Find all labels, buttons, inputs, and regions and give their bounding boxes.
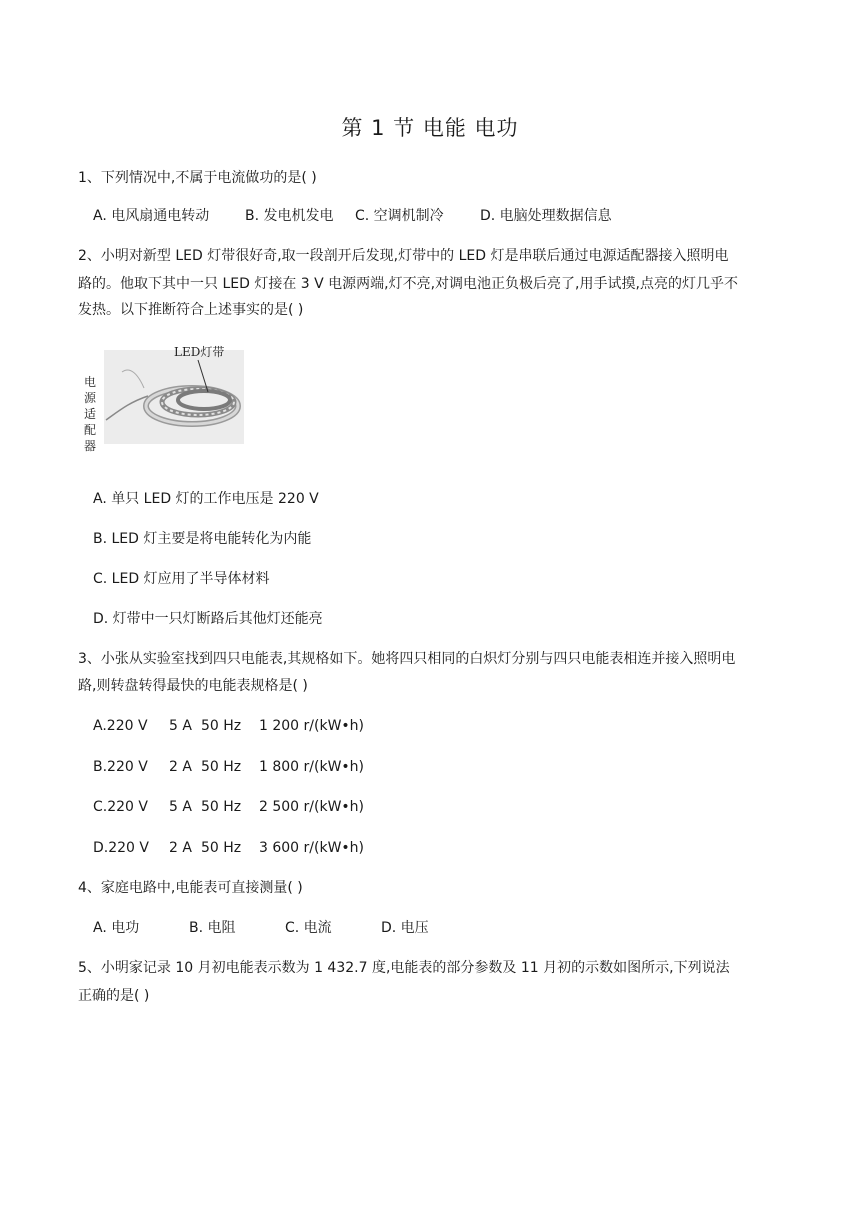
photo-background (104, 350, 244, 444)
q1-option-a: A. 电风扇通电转动 (93, 208, 210, 224)
q1-option-c: C. 空调机制冷 (355, 208, 444, 224)
meter-voltage: C.220 V (93, 799, 148, 815)
q2-option-a: A. 单只 LED 灯的工作电压是 220 V (93, 491, 319, 507)
q3-stem-line-2: 路,则转盘转得最快的电能表规格是( ) (78, 678, 308, 694)
adapter-label-char-3: 适 (84, 407, 97, 421)
q2-stem-line-2: 路的。他取下其中一只 LED 灯接在 3 V 电源两端,灯不亮,对调电池正负极后亮了,用手试摸,点亮的灯几乎不 (78, 276, 738, 292)
meter-voltage: A.220 V (93, 718, 148, 734)
q4-option-c: C. 电流 (285, 920, 332, 936)
section-title: 第 1 节 电能 电功 (341, 116, 519, 140)
q5-stem-line-2: 正确的是( ) (78, 988, 150, 1004)
adapter-label-char-1: 电 (84, 375, 97, 389)
meter-revolutions: 3 600 r/(kW•h) (259, 840, 365, 856)
meter-voltage: D.220 V (93, 840, 149, 856)
q2-option-b: B. LED 灯主要是将电能转化为内能 (93, 531, 312, 547)
led-strip-figure (80, 340, 246, 462)
meter-frequency: 50 Hz (201, 840, 242, 856)
q4-option-a: A. 电功 (93, 920, 140, 936)
meter-revolutions: 2 500 r/(kW•h) (259, 799, 365, 815)
q3-stem-line-1: 3、小张从实验室找到四只电能表,其规格如下。她将四只相同的白炽灯分别与四只电能表相连并接入照明电 (78, 651, 736, 667)
q4-option-b: B. 电阻 (189, 920, 236, 936)
q2-option-c: C. LED 灯应用了半导体材料 (93, 571, 270, 587)
q2-stem-line-1: 2、小明对新型 LED 灯带很好奇,取一段剖开后发现,灯带中的 LED 灯是串联后通过电源适配器接入照明电 (78, 248, 729, 264)
q1-options (93, 206, 612, 226)
adapter-label-char-5: 器 (84, 439, 97, 453)
meter-current: 2 A (169, 840, 192, 856)
meter-frequency: 50 Hz (201, 759, 242, 775)
meter-frequency: 50 Hz (201, 799, 242, 815)
led-strip-label: LED灯带 (174, 345, 225, 359)
q5-stem-line-1: 5、小明家记录 10 月初电能表示数为 1 432.7 度,电能表的部分参数及 11 月初的示数如图所示,下列说法 (78, 960, 730, 976)
q3-option-b (93, 757, 364, 777)
meter-current: 5 A (169, 718, 192, 734)
meter-current: 5 A (169, 799, 192, 815)
meter-current: 2 A (169, 759, 192, 775)
q1-option-b: B. 发电机发电 (245, 208, 334, 224)
q2-stem-line-3: 发热。以下推断符合上述事实的是( ) (78, 302, 304, 318)
q3-option-c (93, 797, 364, 817)
q4-options (93, 918, 429, 938)
meter-revolutions: 1 200 r/(kW•h) (259, 718, 365, 734)
q2-option-d: D. 灯带中一只灯断路后其他灯还能亮 (93, 611, 323, 627)
meter-revolutions: 1 800 r/(kW•h) (259, 759, 365, 775)
q3-option-a (93, 716, 364, 736)
meter-frequency: 50 Hz (201, 718, 242, 734)
q1-stem: 1、下列情况中,不属于电流做功的是( ) (78, 170, 317, 186)
q3-option-d (93, 838, 364, 858)
adapter-label-char-4: 配 (84, 423, 97, 437)
q4-stem: 4、家庭电路中,电能表可直接测量( ) (78, 880, 303, 896)
adapter-label-char-2: 源 (84, 391, 97, 405)
q1-option-d: D. 电脑处理数据信息 (480, 208, 612, 224)
q4-option-d: D. 电压 (381, 920, 429, 936)
meter-voltage: B.220 V (93, 759, 148, 775)
